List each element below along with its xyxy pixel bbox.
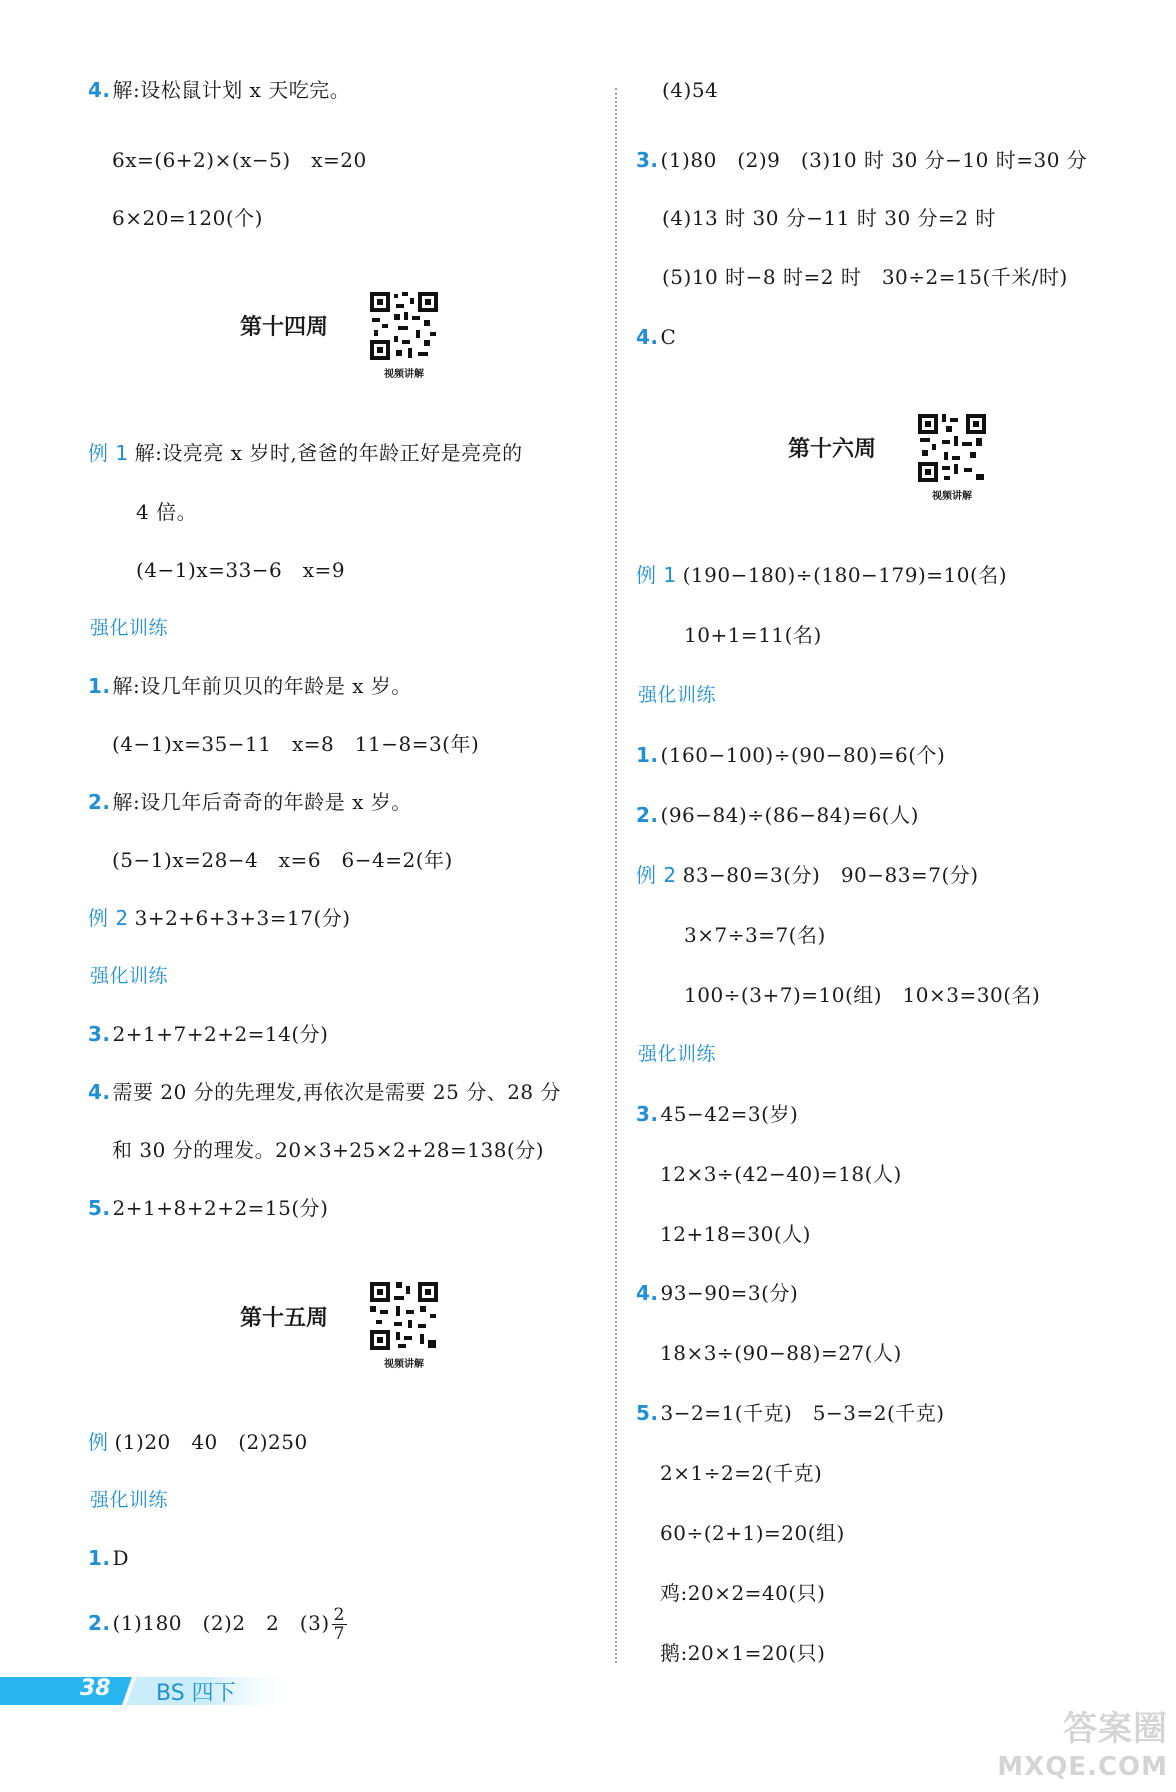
answer-4-result: 6×20=120(个) <box>112 206 263 230</box>
answer-3: 3. (1)80 (2)9 (3)10 时 30 分−10 时=30 分 <box>636 148 1088 172</box>
qr-caption: 视频讲解 <box>932 491 972 502</box>
training-heading: 强化训练 <box>90 965 169 987</box>
example-2: 例 2 83−80=3(分) 90−83=7(分) <box>636 863 979 887</box>
footer-bar <box>0 1673 300 1709</box>
training-heading: 强化训练 <box>638 1043 717 1065</box>
training-3-line-2: 12×3÷(42−40)=18(人) <box>660 1162 902 1186</box>
training-5-line-5: 鹅:20×1=20(只) <box>660 1641 826 1665</box>
answer-4: 4. 解:设松鼠计划 x 天吃完。 <box>88 78 351 102</box>
training-4-line-2: 18×3÷(90−88)=27(人) <box>660 1341 902 1365</box>
example-15: 例 (1)20 40 (2)250 <box>88 1430 308 1454</box>
column-divider <box>615 88 617 1663</box>
edition-label: BS 四下 <box>156 1681 236 1706</box>
qr-code-icon <box>368 1280 440 1352</box>
week-15-qr[interactable] <box>368 1280 440 1370</box>
example-1-equation: (4−1)x=33−6 x=9 <box>136 558 346 582</box>
week-15-title: 第十五周 <box>240 1306 329 1331</box>
training-5: 5. 3−2=1(千克) 5−3=2(千克) <box>636 1401 945 1425</box>
example-1: 例 1 解:设亮亮 x 岁时,爸爸的年龄正好是亮亮的 <box>88 441 523 465</box>
qr-code-icon <box>916 412 988 484</box>
training-3-line-3: 12+18=30(人) <box>660 1222 811 1246</box>
training-1: 1. (160−100)÷(90−80)=6(个) <box>636 743 946 767</box>
week-14-qr[interactable] <box>368 290 440 380</box>
training-heading: 强化训练 <box>90 617 169 639</box>
training-heading: 强化训练 <box>638 684 717 706</box>
example-1: 例 1 (190−180)÷(180−179)=10(名) <box>636 563 1008 587</box>
example-1-line-2: 4 倍。 <box>136 500 198 524</box>
training-1: 1. 解:设几年前贝贝的年龄是 x 岁。 <box>88 674 412 698</box>
example-2-line-2: 3×7÷3=7(名) <box>684 923 826 947</box>
training-heading: 强化训练 <box>90 1489 169 1511</box>
watermark <box>997 1710 1168 1786</box>
training-5: 5. 2+1+8+2+2=15(分) <box>88 1196 329 1220</box>
example-2: 例 2 3+2+6+3+3=17(分) <box>88 906 351 930</box>
example-1-line-2: 10+1=11(名) <box>684 623 822 647</box>
fraction: $\frac{2}{7}$ <box>333 1605 345 1644</box>
answer-3-part-5: (5)10 时−8 时=2 时 30÷2=15(千米/时) <box>662 265 1068 289</box>
week-15-answer-1: 1. D <box>88 1546 130 1570</box>
watermark-logo-text: 答案圈 <box>1063 1709 1168 1749</box>
page-number: 38 <box>80 1676 111 1701</box>
training-1-equation: (4−1)x=35−11 x=8 11−8=3(年) <box>112 732 480 756</box>
training-2-equation: (5−1)x=28−4 x=6 6−4=2(年) <box>112 848 453 872</box>
answer-3-part-4: (4)13 时 30 分−11 时 30 分=2 时 <box>662 206 996 230</box>
qr-code-icon <box>368 290 440 362</box>
answer-4: 4. C <box>636 325 677 349</box>
qr-caption: 视频讲解 <box>384 1359 424 1370</box>
training-4: 4. 需要 20 分的先理发,再依次是需要 25 分、28 分 <box>88 1080 562 1104</box>
week-14-title: 第十四周 <box>240 315 329 340</box>
training-2: 2. 解:设几年后奇奇的年龄是 x 岁。 <box>88 790 412 814</box>
week-16-qr[interactable] <box>916 412 988 502</box>
training-2: 2. (96−84)÷(86−84)=6(人) <box>636 803 919 827</box>
training-5-line-2: 2×1÷2=2(千克) <box>660 1461 823 1485</box>
example-2-line-3: 100÷(3+7)=10(组) 10×3=30(名) <box>684 983 1041 1007</box>
training-3: 3. 2+1+7+2+2=14(分) <box>88 1022 329 1046</box>
qr-caption: 视频讲解 <box>384 369 424 380</box>
answer-4-equation: 6x=(6+2)×(x−5) x=20 <box>112 148 367 172</box>
watermark-url: MXQE.COM <box>997 1752 1168 1782</box>
training-5-line-4: 鸡:20×2=40(只) <box>660 1581 826 1605</box>
training-4-line-2: 和 30 分的理发。20×3+25×2+28=138(分) <box>112 1138 545 1162</box>
answer-2-part-4: (4)54 <box>662 78 719 102</box>
week-16-title: 第十六周 <box>788 437 877 462</box>
week-15-answer-2: 2. (1)180 (2)2 2 (3) $\frac{2}{7}$ <box>88 1605 345 1644</box>
training-5-line-3: 60÷(2+1)=20(组) <box>660 1521 845 1545</box>
training-4: 4. 93−90=3(分) <box>636 1281 799 1305</box>
training-3: 3. 45−42=3(岁) <box>636 1102 799 1126</box>
